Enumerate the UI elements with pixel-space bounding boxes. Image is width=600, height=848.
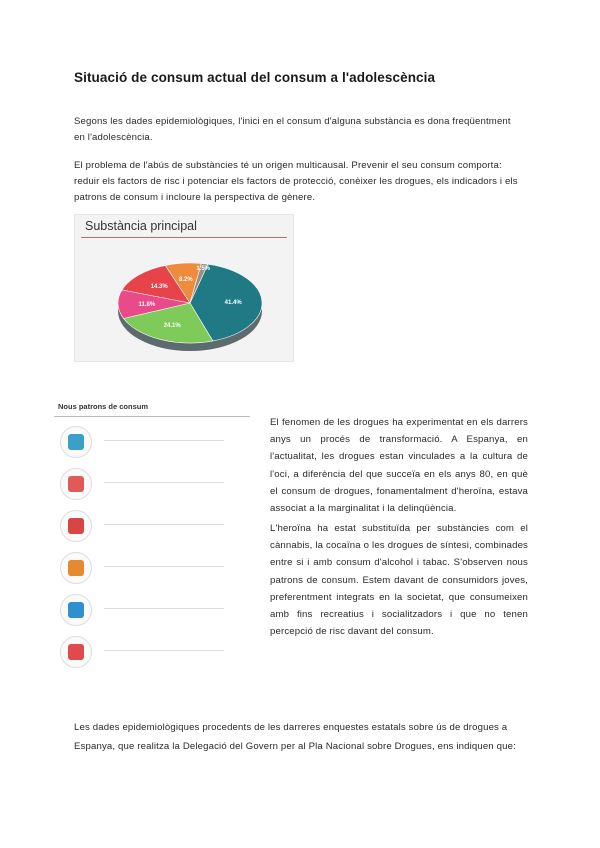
pattern-row-rule xyxy=(104,566,224,567)
pattern-row-rule xyxy=(104,650,224,651)
problem-paragraph: El problema de l'abús de substàncies té un origen multicausal. Prevenir el seu consum comporta: reduir els factors de risc i potenciar els factors de protecció, conèixer les drogues, els indicadors i els patrons de consum i incloure la perspectiva de gènere. xyxy=(74,160,518,203)
pie-slice-value-label: 1.5% xyxy=(196,265,211,272)
pattern-row xyxy=(54,592,250,632)
pattern-row xyxy=(54,424,250,464)
new-patterns-paragraph: L'heroïna ha estat substituïda per substàncies com el cànnabis, la cocaïna o les drogues de síntesi, combinades entre si i amb consum d'alcohol i tabac. S'observen nous patrons de consum. Estem davant de consumidors joves, preferentment integrats en la societat, que consumeixen amb fins recreatius i socialitzadors i que no tenen percepció de risc davant del consum. xyxy=(270,523,528,638)
pattern-row-rule xyxy=(104,482,224,483)
patterns-divider xyxy=(54,416,250,417)
intro-paragraph: Segons les dades epidemiològiques, l'inici en el consum d'alguna substància es dona freqüentment en l'adolescència. xyxy=(74,116,511,143)
chart-title-rule xyxy=(81,237,287,238)
chart-title: Substància principal xyxy=(85,219,197,233)
page-title: Situació de consum actual del consum a l'adolescència xyxy=(74,70,436,85)
pie-slice-value-label: 8.2% xyxy=(179,277,193,284)
document-icon xyxy=(60,468,92,500)
pie-slice-value-label: 24.1% xyxy=(163,322,181,329)
pattern-row xyxy=(54,634,250,674)
pie-slice-value-label: 14.3% xyxy=(150,284,168,291)
id-card-icon xyxy=(60,510,92,542)
transformation-paragraph: El fenomen de les drogues ha experimentat en els darrers anys un procés de transformació. A Espanya, en l'actualitat, les drogues estan vinculades a la cultura de l'oci, a diferència del que succeïa en els anys 80, en què el consum de drogues, fonamentalment d'heroïna, estava associat a la marginalitat i la delinqüència. xyxy=(270,417,528,515)
speech-bubble-icon xyxy=(60,552,92,584)
eye-icon xyxy=(60,636,92,668)
pattern-row xyxy=(54,508,250,548)
substance-pie-chart-figure xyxy=(74,214,294,362)
patterns-title: Nous patrons de consum xyxy=(58,402,149,411)
pattern-row-rule xyxy=(104,440,224,441)
pattern-row xyxy=(54,550,250,590)
survey-paragraph: Les dades epidemiològiques procedents de les darreres enquestes estatals sobre ús de drogues a Espanya, que realitza la Delegació del Govern per al Pla Nacional sobre Drogues, ens indiquen que: xyxy=(74,722,516,752)
pattern-row xyxy=(54,466,250,506)
pie-slice-value-label: 41.4% xyxy=(224,300,242,307)
consumption-patterns-infographic xyxy=(54,400,250,675)
pie-slice-value-label: 11.8% xyxy=(138,301,156,308)
globe-icon xyxy=(60,594,92,626)
pattern-row-rule xyxy=(104,608,224,609)
pattern-row-rule xyxy=(104,524,224,525)
flask-icon xyxy=(60,426,92,458)
